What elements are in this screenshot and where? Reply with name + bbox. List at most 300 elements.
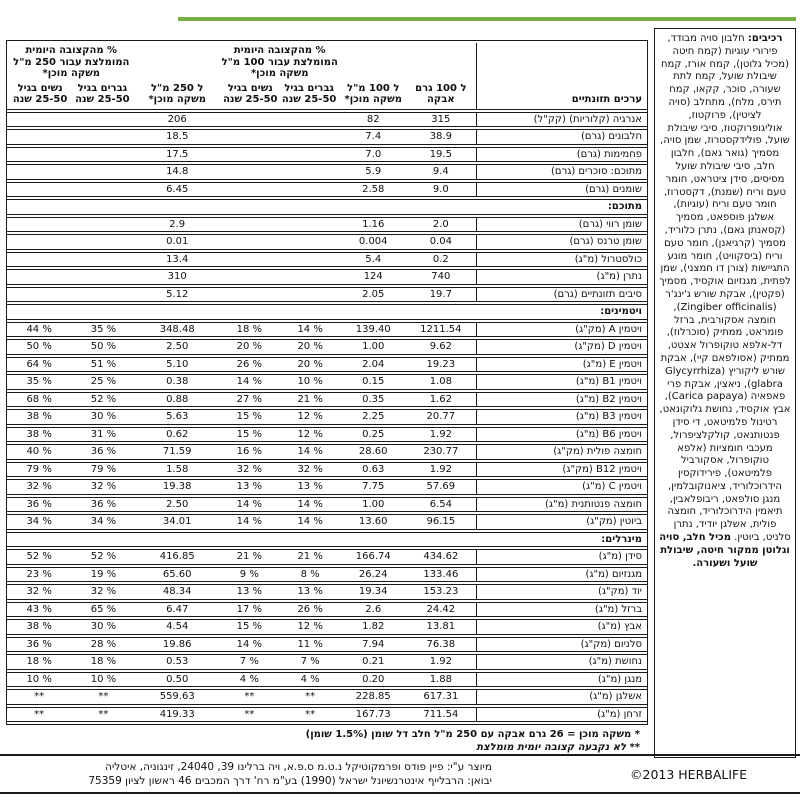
value-cell: 0.53 bbox=[136, 654, 219, 670]
value-cell: 0.50 bbox=[136, 672, 219, 688]
col-header-women-100ml: נשים בגיל 25-50 שנה bbox=[223, 82, 278, 105]
value-cell bbox=[71, 234, 135, 250]
nutrient-label: ויטמין B1 (מ"ג) bbox=[476, 374, 647, 390]
nutrition-table-area bbox=[6, 40, 648, 754]
value-cell: 13 % bbox=[280, 479, 341, 495]
value-cell: 153.23 bbox=[406, 584, 476, 600]
table-row bbox=[7, 567, 647, 583]
value-cell: 6.45 bbox=[136, 182, 219, 198]
section-row bbox=[7, 304, 647, 320]
nutrient-label: סיבים תזונתיים (גרם) bbox=[476, 287, 647, 303]
value-cell: 52 % bbox=[71, 392, 135, 408]
table-row bbox=[7, 147, 647, 163]
value-cell: 1.58 bbox=[136, 462, 219, 478]
value-cell: 167.73 bbox=[341, 707, 406, 723]
section-label: ויטמינים: bbox=[7, 304, 647, 320]
nutrient-label: שומן טרנס (גרם) bbox=[476, 234, 647, 250]
value-cell: 1.08 bbox=[406, 374, 476, 390]
nutrient-label: סידן (מ"ג) bbox=[476, 549, 647, 565]
table-row bbox=[7, 269, 647, 285]
value-cell: 13.60 bbox=[341, 514, 406, 530]
value-cell bbox=[71, 287, 135, 303]
value-cell: 230.77 bbox=[406, 444, 476, 460]
value-cell: 52 % bbox=[7, 549, 71, 565]
nutrition-table-body bbox=[7, 112, 647, 723]
nutrient-label: אנרגיה (קלוריות) (קק"ל) bbox=[476, 112, 647, 128]
value-cell: 7.75 bbox=[341, 479, 406, 495]
value-cell: 13 % bbox=[219, 584, 280, 600]
value-cell: 34 % bbox=[7, 514, 71, 530]
nutrient-label: מתוכם: סוכרים (גרם) bbox=[476, 164, 647, 180]
table-row bbox=[7, 322, 647, 338]
value-cell: 0.004 bbox=[341, 234, 406, 250]
table-row bbox=[7, 462, 647, 478]
value-cell: 20 % bbox=[280, 357, 341, 373]
value-cell: 52 % bbox=[71, 549, 135, 565]
table-row bbox=[7, 234, 647, 250]
value-cell: 30 % bbox=[71, 409, 135, 425]
value-cell: 14 % bbox=[219, 637, 280, 653]
value-cell: 32 % bbox=[7, 479, 71, 495]
value-cell: 7.0 bbox=[341, 147, 406, 163]
value-cell bbox=[71, 182, 135, 198]
value-cell: 8 % bbox=[280, 567, 341, 583]
value-cell: 26 % bbox=[280, 602, 341, 618]
value-cell: 4 % bbox=[280, 672, 341, 688]
value-cell: 43 % bbox=[7, 602, 71, 618]
rda-100ml-title: % מהקצובה היומית המומלצת עבור 100 מ"ל משקה מוכן* bbox=[221, 45, 338, 79]
value-cell: 14 % bbox=[280, 444, 341, 460]
nutrient-label: זרחן (מ"ג) bbox=[476, 707, 647, 723]
value-cell: 79 % bbox=[7, 462, 71, 478]
table-row bbox=[7, 514, 647, 530]
value-cell: 12 % bbox=[280, 427, 341, 443]
value-cell: 0.04 bbox=[406, 234, 476, 250]
value-cell: 38 % bbox=[7, 409, 71, 425]
value-cell bbox=[280, 182, 341, 198]
value-cell: 0.88 bbox=[136, 392, 219, 408]
value-cell bbox=[7, 252, 71, 268]
nutrient-label: ויטמין A (מק"ג) bbox=[476, 322, 647, 338]
footnote-prepared-drink: * משקה מוכן = 26 גרם אבקה עם 250 מ"ל חלב דל שומן (1.5% שומן) bbox=[305, 729, 640, 740]
nutrient-label: אבץ (מ"ג) bbox=[476, 619, 647, 635]
value-cell: ** bbox=[280, 689, 341, 705]
col-header-100g: ל 100 גרם אבקה bbox=[406, 43, 476, 110]
value-cell bbox=[7, 234, 71, 250]
col-header-men-250ml: גברים בגיל 25-50 שנה bbox=[75, 82, 130, 105]
value-cell: 38.9 bbox=[406, 129, 476, 145]
value-cell: 133.46 bbox=[406, 567, 476, 583]
value-cell: 30 % bbox=[71, 619, 135, 635]
value-cell: 0.20 bbox=[341, 672, 406, 688]
nutrient-label: פחמימות (גרם) bbox=[476, 147, 647, 163]
value-cell: 13 % bbox=[280, 584, 341, 600]
nutrient-label: ביוטין (מק"ג) bbox=[476, 514, 647, 530]
value-cell: 2.6 bbox=[341, 602, 406, 618]
value-cell: 0.2 bbox=[406, 252, 476, 268]
value-cell: 23 % bbox=[7, 567, 71, 583]
manufacturer-info bbox=[0, 760, 570, 788]
value-cell: 1.00 bbox=[341, 339, 406, 355]
table-header-row bbox=[7, 43, 647, 110]
footnote-no-rda: ** לא נקבעה קצובה יומית מומלצת bbox=[476, 742, 640, 753]
value-cell: 38 % bbox=[7, 427, 71, 443]
value-cell: 9.0 bbox=[406, 182, 476, 198]
value-cell: 1.88 bbox=[406, 672, 476, 688]
value-cell bbox=[219, 147, 280, 163]
value-cell bbox=[219, 129, 280, 145]
value-cell bbox=[280, 269, 341, 285]
nutrient-label: ברזל (מ"ג) bbox=[476, 602, 647, 618]
value-cell: 0.35 bbox=[341, 392, 406, 408]
nutrient-label: חומצה פולית (מק"ג) bbox=[476, 444, 647, 460]
value-cell: 4.54 bbox=[136, 619, 219, 635]
value-cell: 36 % bbox=[7, 637, 71, 653]
value-cell bbox=[219, 164, 280, 180]
value-cell: 206 bbox=[136, 112, 219, 128]
value-cell: 28.60 bbox=[341, 444, 406, 460]
value-cell: 310 bbox=[136, 269, 219, 285]
allergen-note: מכיל חלב, סויה וגלוטן ממקור חיטה, שיבולת שועל ושעורה. bbox=[659, 532, 790, 569]
value-cell: ** bbox=[71, 689, 135, 705]
table-row bbox=[7, 427, 647, 443]
nutrient-label: סלניום (מק"ג) bbox=[476, 637, 647, 653]
value-cell: 36 % bbox=[71, 444, 135, 460]
table-row bbox=[7, 637, 647, 653]
value-cell: 38 % bbox=[7, 619, 71, 635]
value-cell: 25 % bbox=[71, 374, 135, 390]
value-cell bbox=[280, 234, 341, 250]
nutrient-label: נתרן (מ"ג) bbox=[476, 269, 647, 285]
value-cell: 5.63 bbox=[136, 409, 219, 425]
table-row bbox=[7, 602, 647, 618]
ingredients-text: חלבון סויה מבודד, פירורי עוגיות (קמח חיטה (מכיל גלוטן), קמח אורז, קמח שיבולת שועל, קמח לתת שעורה, סוכר, קקאו, קמח תירס, מלח), מתחלב (סויה לציטין), פרוקטוז, אוליגופרוקטוז, סיבי שיבולת שועל, פולידקסטרוז, שמן סויה, מסמיך (גואר גאם), חלבון חלב, סיבי שיבולת שועל מסיסים, סידן ציטראט, חומר טעם וריח (שמנת), דקסטרוז, חומר טעם וריח (עוגיות), אשלגן פוספאט, מסמיך (קסאנתן גאם), נתרן כלוריד, מסמיך (קרגיאנן), חומר טעם וריח (ביסקוויט), חומר מונע התגיישות (צורן דו חמצני), שמן לפתית, מגנזיום אוקסיד, מסמיך (פקטין), אבקת שורש ג'ינג'ר (Zingiber officinalis), חומצה אסקורבית, ברזל פומראט, ממתיק (סוכרלוז), דל-אלפא טוקופרול אצטט, ממתיק (אסולפאם קיי), אבקת שורש ליקוריץ (Glycyrrhiza glabra), ניאצין, אבקת פרי פאפאיה (Carica papaya), אבץ אוקסיד, נחושת גלוקונאט, רטינול פלמיטאט, די סידן פנטותנאט, קולקלציפרול, מעכבי חומציות (אלפא טוקופרול, אסקורביל פלמיטאט), פירידוקסין הידרוכלוריד, ציאנוקובלמין, מנגן סולפאט, ריבופלאבין, תיאמין הידרוכלוריד, חומצה פולית, אשלגן יודיד, נתרן סלניט, ביוטין. bbox=[659, 33, 791, 544]
value-cell: ** bbox=[280, 707, 341, 723]
value-cell: 0.63 bbox=[341, 462, 406, 478]
value-cell: 166.74 bbox=[341, 549, 406, 565]
value-cell: 19.38 bbox=[136, 479, 219, 495]
col-header-women-250ml: נשים בגיל 25-50 שנה bbox=[12, 82, 68, 105]
value-cell: 14 % bbox=[280, 497, 341, 513]
value-cell: 124 bbox=[341, 269, 406, 285]
value-cell: 19.7 bbox=[406, 287, 476, 303]
value-cell: 12 % bbox=[280, 619, 341, 635]
value-cell: 740 bbox=[406, 269, 476, 285]
section-row bbox=[7, 199, 647, 215]
value-cell bbox=[71, 252, 135, 268]
value-cell bbox=[280, 164, 341, 180]
value-cell: 17 % bbox=[219, 602, 280, 618]
table-row bbox=[7, 392, 647, 408]
nutrient-label: שומן רווי (גרם) bbox=[476, 217, 647, 233]
table-row bbox=[7, 252, 647, 268]
value-cell: 34 % bbox=[71, 514, 135, 530]
value-cell: 19 % bbox=[71, 567, 135, 583]
nutrient-label: ויטמין C (מ"ג) bbox=[476, 479, 647, 495]
value-cell bbox=[219, 269, 280, 285]
value-cell: 32 % bbox=[71, 584, 135, 600]
value-cell: 28 % bbox=[71, 637, 135, 653]
value-cell: 51 % bbox=[71, 357, 135, 373]
value-cell bbox=[280, 287, 341, 303]
value-cell bbox=[280, 112, 341, 128]
value-cell: 19.34 bbox=[341, 584, 406, 600]
value-cell: 32 % bbox=[71, 479, 135, 495]
nutrient-label: נחושת (מ"ג) bbox=[476, 654, 647, 670]
col-group-rda-100ml bbox=[219, 43, 341, 110]
value-cell: 1.92 bbox=[406, 654, 476, 670]
value-cell: 50 % bbox=[7, 339, 71, 355]
value-cell: 36 % bbox=[7, 497, 71, 513]
table-row bbox=[7, 497, 647, 513]
value-cell: 5.12 bbox=[136, 287, 219, 303]
section-row bbox=[7, 532, 647, 548]
value-cell: 2.0 bbox=[406, 217, 476, 233]
nutrient-label: כולסטרול (מ"ג) bbox=[476, 252, 647, 268]
nutrient-label: ויטמין B2 (מ"ג) bbox=[476, 392, 647, 408]
value-cell: 15 % bbox=[219, 409, 280, 425]
table-row bbox=[7, 287, 647, 303]
value-cell: 14 % bbox=[219, 514, 280, 530]
value-cell: 711.54 bbox=[406, 707, 476, 723]
value-cell: 21 % bbox=[219, 549, 280, 565]
value-cell: 5.10 bbox=[136, 357, 219, 373]
nutrient-label: אשלגן (מ"ג) bbox=[476, 689, 647, 705]
value-cell: 0.62 bbox=[136, 427, 219, 443]
value-cell: 1.82 bbox=[341, 619, 406, 635]
value-cell: 20 % bbox=[219, 339, 280, 355]
value-cell: 65.60 bbox=[136, 567, 219, 583]
value-cell: 40 % bbox=[7, 444, 71, 460]
value-cell: 82 bbox=[341, 112, 406, 128]
value-cell: 18 % bbox=[7, 654, 71, 670]
table-row bbox=[7, 129, 647, 145]
value-cell: 68 % bbox=[7, 392, 71, 408]
nutrient-label: חומצה פנטותנית (מ"ג) bbox=[476, 497, 647, 513]
value-cell bbox=[7, 112, 71, 128]
value-cell bbox=[7, 147, 71, 163]
value-cell: 2.05 bbox=[341, 287, 406, 303]
col-header-250ml: ל 250 מ"ל משקה מוכן* bbox=[136, 43, 219, 110]
value-cell: 21 % bbox=[280, 392, 341, 408]
value-cell: 9.62 bbox=[406, 339, 476, 355]
green-accent-line bbox=[178, 17, 796, 21]
value-cell: 15 % bbox=[219, 427, 280, 443]
value-cell: 4 % bbox=[219, 672, 280, 688]
value-cell bbox=[280, 252, 341, 268]
value-cell bbox=[71, 164, 135, 180]
value-cell bbox=[7, 164, 71, 180]
value-cell: ** bbox=[7, 689, 71, 705]
nutrient-label: ויטמין B6 (מ"ג) bbox=[476, 427, 647, 443]
value-cell: 64 % bbox=[7, 357, 71, 373]
value-cell bbox=[219, 112, 280, 128]
value-cell: 2.50 bbox=[136, 497, 219, 513]
nutrient-label: חלבונים (גרם) bbox=[476, 129, 647, 145]
nutrient-label: ויטמין E (מ"ג) bbox=[476, 357, 647, 373]
col-group-rda-250ml bbox=[7, 43, 136, 110]
value-cell: 19.23 bbox=[406, 357, 476, 373]
value-cell: 19.86 bbox=[136, 637, 219, 653]
value-cell: 57.69 bbox=[406, 479, 476, 495]
value-cell: 2.58 bbox=[341, 182, 406, 198]
nutrient-label: ויטמין B3 (מ"ג) bbox=[476, 409, 647, 425]
value-cell bbox=[71, 129, 135, 145]
value-cell bbox=[7, 287, 71, 303]
table-row bbox=[7, 339, 647, 355]
value-cell: 14 % bbox=[280, 322, 341, 338]
value-cell: 5.9 bbox=[341, 164, 406, 180]
value-cell: 18 % bbox=[71, 654, 135, 670]
table-row bbox=[7, 357, 647, 373]
value-cell: 0.01 bbox=[136, 234, 219, 250]
value-cell: 71.59 bbox=[136, 444, 219, 460]
value-cell: 9.4 bbox=[406, 164, 476, 180]
value-cell bbox=[280, 147, 341, 163]
value-cell: 13 % bbox=[219, 479, 280, 495]
value-cell: 0.25 bbox=[341, 427, 406, 443]
value-cell: 10 % bbox=[280, 374, 341, 390]
value-cell: 1211.54 bbox=[406, 322, 476, 338]
value-cell: 18 % bbox=[219, 322, 280, 338]
value-cell: 9 % bbox=[219, 567, 280, 583]
value-cell: 2.04 bbox=[341, 357, 406, 373]
value-cell: 96.15 bbox=[406, 514, 476, 530]
section-label: מינרלים: bbox=[7, 532, 647, 548]
copyright-text: ©2013 HERBALIFE bbox=[630, 766, 748, 782]
section-label: מתוכם: bbox=[7, 199, 647, 215]
value-cell: 36 % bbox=[71, 497, 135, 513]
ingredients-title: רכיבים: bbox=[747, 33, 783, 44]
value-cell: 348.48 bbox=[136, 322, 219, 338]
table-row bbox=[7, 164, 647, 180]
value-cell: 26 % bbox=[219, 357, 280, 373]
value-cell: 6.47 bbox=[136, 602, 219, 618]
table-row bbox=[7, 689, 647, 705]
value-cell: 48.34 bbox=[136, 584, 219, 600]
value-cell: 17.5 bbox=[136, 147, 219, 163]
value-cell: 7 % bbox=[280, 654, 341, 670]
value-cell: 32 % bbox=[7, 584, 71, 600]
value-cell: 6.54 bbox=[406, 497, 476, 513]
value-cell: 14 % bbox=[219, 497, 280, 513]
value-cell bbox=[71, 217, 135, 233]
value-cell: 617.31 bbox=[406, 689, 476, 705]
value-cell: 139.40 bbox=[341, 322, 406, 338]
footer-strip bbox=[0, 754, 800, 794]
value-cell bbox=[219, 252, 280, 268]
value-cell: 7.94 bbox=[341, 637, 406, 653]
value-cell: 14 % bbox=[280, 514, 341, 530]
value-cell: 12 % bbox=[280, 409, 341, 425]
value-cell: 228.85 bbox=[341, 689, 406, 705]
value-cell: 0.15 bbox=[341, 374, 406, 390]
value-cell: 0.38 bbox=[136, 374, 219, 390]
manufacturer-line: מיוצר ע"י: פיין פודס ופרמקוטיקל נ.ט.מ ס.פ.א, ויה ברלינו 39, 24040, זינגוניה, איטליה bbox=[105, 761, 492, 773]
value-cell: ** bbox=[7, 707, 71, 723]
nutrient-label: מגנזיום (מ"ג) bbox=[476, 567, 647, 583]
value-cell bbox=[7, 129, 71, 145]
value-cell: 2.9 bbox=[136, 217, 219, 233]
value-cell: 27 % bbox=[219, 392, 280, 408]
rda-250ml-title: % מהקצובה היומית המומלצת עבור 250 מ"ל משקה מוכן* bbox=[13, 45, 130, 79]
nutrient-label: ויטמין D (מק"ג) bbox=[476, 339, 647, 355]
value-cell: 19.5 bbox=[406, 147, 476, 163]
value-cell: 18.5 bbox=[136, 129, 219, 145]
value-cell: 14.8 bbox=[136, 164, 219, 180]
value-cell bbox=[219, 217, 280, 233]
value-cell: 76.38 bbox=[406, 637, 476, 653]
value-cell: 0.21 bbox=[341, 654, 406, 670]
value-cell: 416.85 bbox=[136, 549, 219, 565]
value-cell: 26.24 bbox=[341, 567, 406, 583]
value-cell bbox=[71, 147, 135, 163]
value-cell: 21 % bbox=[280, 549, 341, 565]
ingredients-box bbox=[654, 28, 796, 758]
value-cell: ** bbox=[219, 689, 280, 705]
value-cell: 559.63 bbox=[136, 689, 219, 705]
value-cell bbox=[280, 129, 341, 145]
value-cell: 50 % bbox=[71, 339, 135, 355]
value-cell: 1.92 bbox=[406, 462, 476, 478]
nutrient-label: יוד (מק"ג) bbox=[476, 584, 647, 600]
value-cell: 1.00 bbox=[341, 497, 406, 513]
footnotes bbox=[6, 728, 648, 754]
value-cell bbox=[7, 217, 71, 233]
value-cell: 7.4 bbox=[341, 129, 406, 145]
nutrient-label: מנגן (מ"ג) bbox=[476, 672, 647, 688]
nutrition-table bbox=[6, 40, 648, 725]
table-row bbox=[7, 584, 647, 600]
value-cell: 16 % bbox=[219, 444, 280, 460]
table-row bbox=[7, 672, 647, 688]
value-cell: 315 bbox=[406, 112, 476, 128]
col-header-nutrients: ערכים תזונתיים bbox=[476, 43, 647, 110]
table-row bbox=[7, 374, 647, 390]
value-cell: 79 % bbox=[71, 462, 135, 478]
value-cell: 24.42 bbox=[406, 602, 476, 618]
col-header-100ml: ל 100 מ"ל משקה מוכן* bbox=[341, 43, 406, 110]
col-header-men-100ml: גברים בגיל 25-50 שנה bbox=[281, 82, 337, 105]
value-cell: 1.62 bbox=[406, 392, 476, 408]
table-row bbox=[7, 707, 647, 723]
value-cell: 13.81 bbox=[406, 619, 476, 635]
nutrient-label: ויטמין B12 (מק"ג) bbox=[476, 462, 647, 478]
value-cell bbox=[7, 182, 71, 198]
value-cell bbox=[280, 217, 341, 233]
value-cell: 32 % bbox=[280, 462, 341, 478]
value-cell: 10 % bbox=[7, 672, 71, 688]
nutrient-label: שומנים (גרם) bbox=[476, 182, 647, 198]
table-row bbox=[7, 182, 647, 198]
value-cell: 419.33 bbox=[136, 707, 219, 723]
value-cell: 11 % bbox=[280, 637, 341, 653]
value-cell bbox=[71, 269, 135, 285]
value-cell: 13.4 bbox=[136, 252, 219, 268]
value-cell: 2.25 bbox=[341, 409, 406, 425]
table-row bbox=[7, 112, 647, 128]
value-cell bbox=[219, 234, 280, 250]
value-cell: 20 % bbox=[280, 339, 341, 355]
table-row bbox=[7, 549, 647, 565]
value-cell: 32 % bbox=[219, 462, 280, 478]
table-row bbox=[7, 217, 647, 233]
table-row bbox=[7, 479, 647, 495]
value-cell: 15 % bbox=[219, 619, 280, 635]
importer-line: יבואן: הרבלייף אינטרנשיונל ישראל (1990) בע"מ רח' דרך המכבים 46 ראשון לציון 75359 bbox=[88, 775, 492, 787]
value-cell: 65 % bbox=[71, 602, 135, 618]
value-cell: 5.4 bbox=[341, 252, 406, 268]
